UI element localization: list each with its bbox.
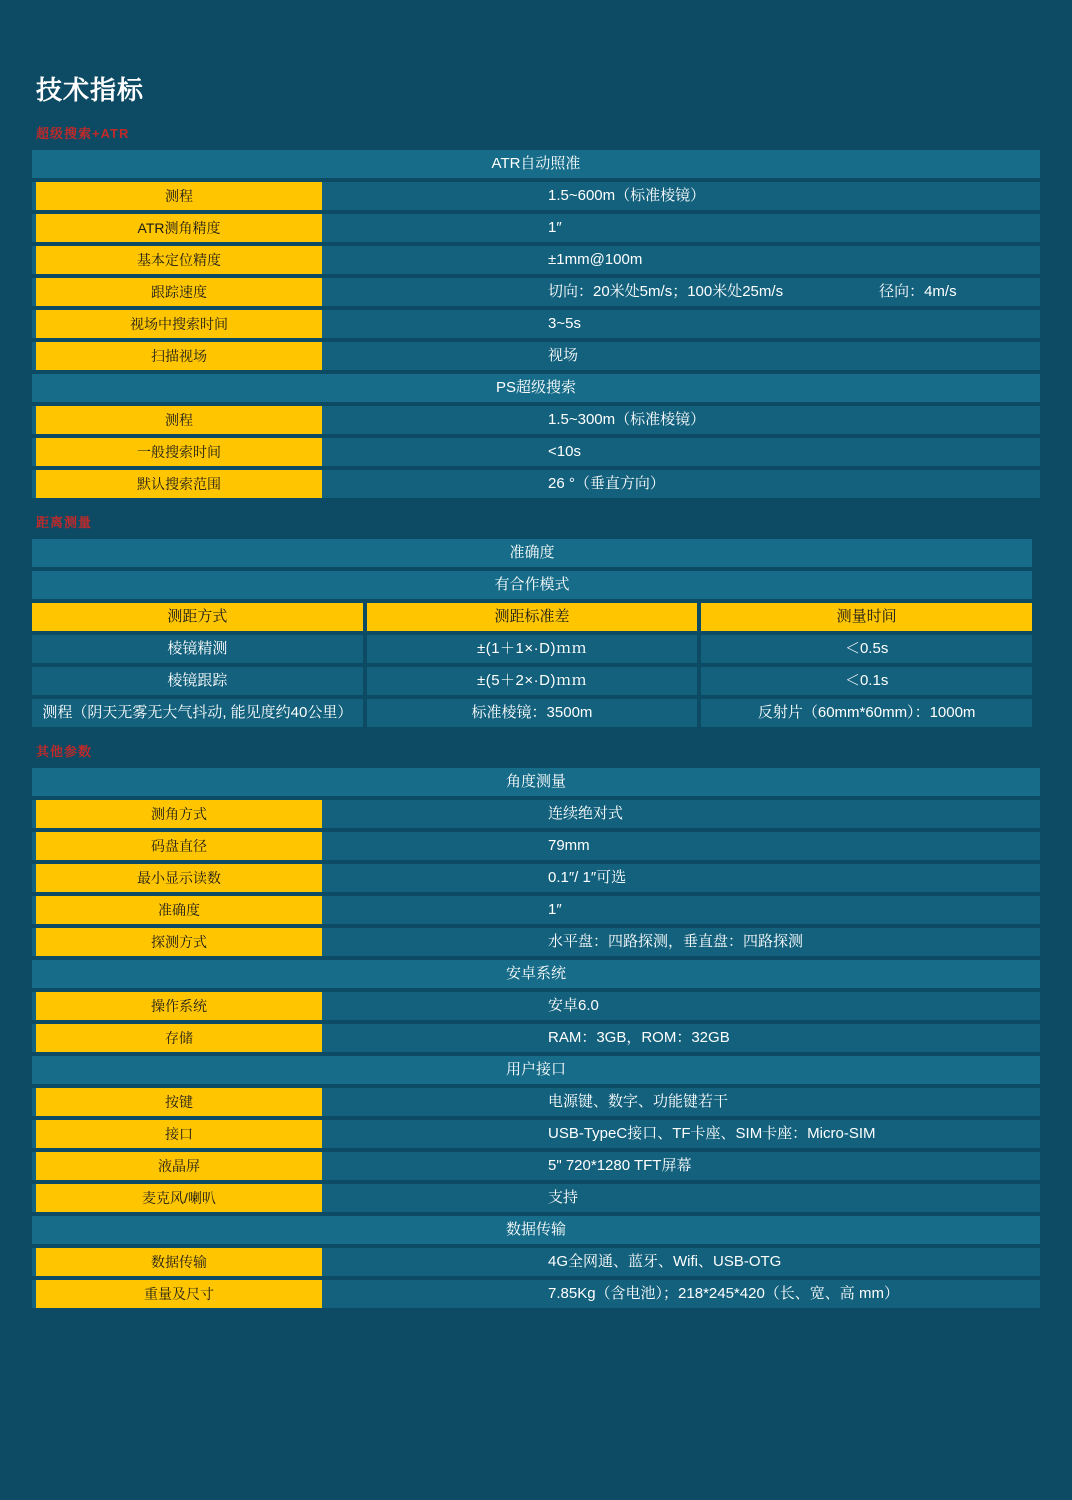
row-value: <10s — [536, 438, 1040, 466]
table-band-row — [32, 539, 1032, 567]
cell-method: 棱镜跟踪 — [32, 667, 363, 695]
cell-stddev: ±(5＋2×·D)ｍｍ — [367, 667, 698, 695]
row-key: 重量及尺寸 — [36, 1280, 322, 1308]
group-header-ui: 用户接口 — [32, 1056, 1040, 1084]
row-value: 1.5~600m（标准棱镜） — [536, 182, 1040, 210]
row-value: 水平盘：四路探测，垂直盘：四路探测 — [536, 928, 1040, 956]
row-key: 接口 — [36, 1120, 322, 1148]
cell-stddev: ±(1＋1×·D)ｍｍ — [367, 635, 698, 663]
table-row — [32, 800, 1040, 828]
table-group-header-row — [32, 150, 1040, 178]
table-row — [32, 1120, 1040, 1148]
table-row — [32, 896, 1040, 924]
row-value: ±1mm@100m — [536, 246, 1040, 274]
table-row — [32, 406, 1040, 434]
page-title: 技术指标 — [36, 75, 145, 105]
row-value: 电源键、数字、功能键若干 — [536, 1088, 1040, 1116]
table-row — [32, 1152, 1040, 1180]
cell-method: 棱镜精测 — [32, 635, 363, 663]
table-row — [32, 342, 1040, 370]
column-header-method: 测距方式 — [32, 603, 363, 631]
table-row — [32, 1024, 1040, 1052]
row-value: 4G全网通、蓝牙、Wifi、USB-OTG — [536, 1248, 1040, 1276]
group-header-ps: PS超级搜索 — [32, 374, 1040, 402]
row-key: 按键 — [36, 1088, 322, 1116]
band-cooperative-mode: 有合作模式 — [32, 571, 1032, 599]
band-accuracy: 准确度 — [32, 539, 1032, 567]
row-key: 麦克风/喇叭 — [36, 1184, 322, 1212]
table-group-header-row — [32, 1056, 1040, 1084]
section-label-distance: 距离测量 — [36, 515, 93, 530]
row-key: 存储 — [36, 1024, 322, 1052]
row-key: ATR测角精度 — [36, 214, 322, 242]
row-key: 默认搜索范围 — [36, 470, 322, 498]
row-key: 测程 — [36, 182, 322, 210]
cell-standard-prism: 标准棱镜：3500m — [367, 699, 698, 727]
row-value: 视场 — [536, 342, 1040, 370]
row-value: 1″ — [536, 896, 1040, 924]
row-key: 最小显示读数 — [36, 864, 322, 892]
table-group-header-row — [32, 768, 1040, 796]
row-key: 视场中搜索时间 — [36, 310, 322, 338]
table-row — [32, 182, 1040, 210]
table-row — [32, 214, 1040, 242]
table-row — [32, 278, 1040, 306]
row-key: 液晶屏 — [36, 1152, 322, 1180]
table-others — [32, 764, 1040, 1312]
cell-time: ＜0.5s — [701, 635, 1032, 663]
table-group-header-row — [32, 374, 1040, 402]
group-header-atr: ATR自动照准 — [32, 150, 1040, 178]
column-header-time: 测量时间 — [701, 603, 1032, 631]
section-label-others: 其他参数 — [36, 744, 93, 759]
row-key: 操作系统 — [36, 992, 322, 1020]
row-key: 测程 — [36, 406, 322, 434]
row-key: 扫描视场 — [36, 342, 322, 370]
table-row — [32, 310, 1040, 338]
table-row — [32, 1088, 1040, 1116]
row-key: 测角方式 — [36, 800, 322, 828]
table-group-header-row — [32, 1216, 1040, 1244]
row-value: 79mm — [536, 832, 1040, 860]
table-row — [32, 864, 1040, 892]
row-value: 切向：20米处5m/s；100米处25m/s — [548, 283, 784, 300]
row-value: RAM：3GB，ROM：32GB — [536, 1024, 1040, 1052]
group-header-data-transfer: 数据传输 — [32, 1216, 1040, 1244]
table-row — [32, 1280, 1040, 1308]
row-value: 安卓6.0 — [536, 992, 1040, 1020]
row-value: 1″ — [536, 214, 1040, 242]
row-key: 数据传输 — [36, 1248, 322, 1276]
table-row — [32, 438, 1040, 466]
table-group-header-row — [32, 960, 1040, 988]
table-row — [32, 635, 1032, 663]
row-value: 7.85Kg（含电池）；218*245*420（长、宽、高 mm） — [536, 1280, 1040, 1308]
row-value: 3~5s — [536, 310, 1040, 338]
column-header-stddev: 测距标准差 — [367, 603, 698, 631]
table-row — [32, 1248, 1040, 1276]
row-key: 一般搜索时间 — [36, 438, 322, 466]
row-value: 1.5~300m（标准棱镜） — [536, 406, 1040, 434]
group-header-android: 安卓系统 — [32, 960, 1040, 988]
row-value: 5" 720*1280 TFT屏幕 — [536, 1152, 1040, 1180]
row-key: 基本定位精度 — [36, 246, 322, 274]
table-row — [32, 1184, 1040, 1212]
table-row — [32, 832, 1040, 860]
table-row — [32, 470, 1040, 498]
row-value: 连续绝对式 — [536, 800, 1040, 828]
table-header-row — [32, 603, 1032, 631]
row-value-secondary: 径向：4m/s — [879, 283, 957, 300]
row-key: 准确度 — [36, 896, 322, 924]
cell-time: ＜0.1s — [701, 667, 1032, 695]
row-value: 0.1″/ 1″可选 — [536, 864, 1040, 892]
table-row — [32, 928, 1040, 956]
table-distance — [28, 535, 1036, 731]
section-label-super-search: 超级搜索+ATR — [36, 126, 130, 141]
table-footer-row — [32, 699, 1032, 727]
cell-range-condition: 测程（阴天无雾无大气抖动, 能见度约40公里） — [32, 699, 363, 727]
table-row — [32, 992, 1040, 1020]
row-value: USB-TypeC接口、TF卡座、SIM卡座：Micro-SIM — [536, 1120, 1040, 1148]
group-header-angle: 角度测量 — [32, 768, 1040, 796]
row-key: 跟踪速度 — [36, 278, 322, 306]
cell-reflective-sheet: 反射片（60mm*60mm）：1000m — [701, 699, 1032, 727]
table-band-row — [32, 571, 1032, 599]
table-row — [32, 246, 1040, 274]
row-key: 码盘直径 — [36, 832, 322, 860]
row-value: 26 °（垂直方向） — [536, 470, 1040, 498]
table-atr — [32, 146, 1040, 502]
row-value: 支持 — [536, 1184, 1040, 1212]
table-row — [32, 667, 1032, 695]
row-key: 探测方式 — [36, 928, 322, 956]
